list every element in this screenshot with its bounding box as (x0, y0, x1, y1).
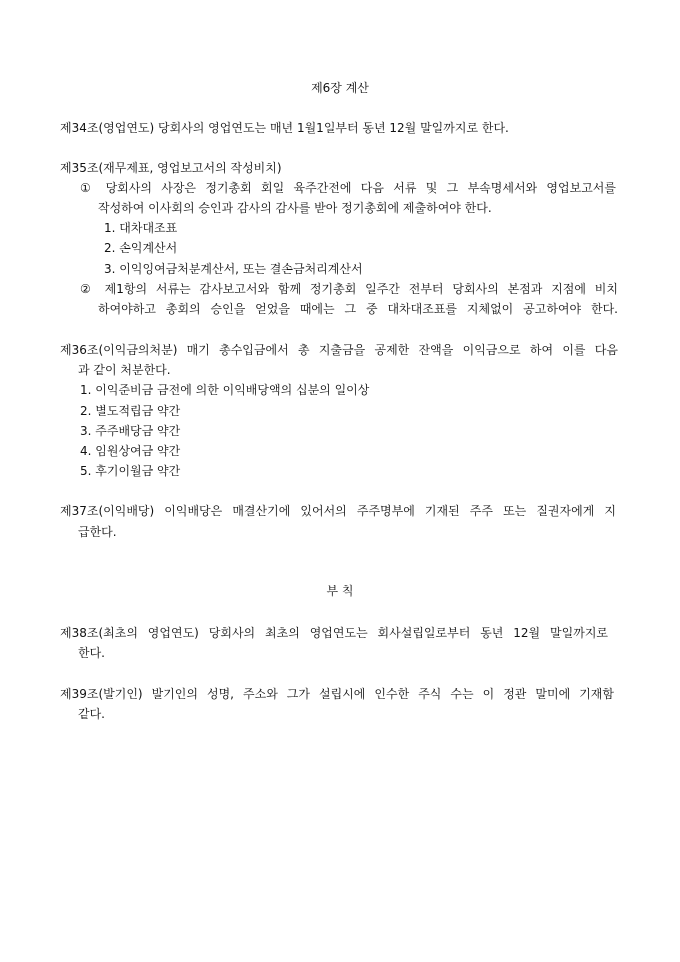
article-38-line2: 한다. (78, 646, 105, 660)
article-36-item-2: 2. 별도적립금 약간 (80, 404, 181, 418)
article-36-item-3: 3. 주주배당금 약간 (80, 424, 181, 438)
article-39-line2: 같다. (78, 707, 105, 721)
article-36-item-1: 1. 이익준비금 금전에 의한 이익배당액의 십분의 일이상 (80, 383, 370, 397)
article-36-line1: 제36조(이익금의처분) 매기 총수입금에서 총 지출금을 공제한 잔액을 이익금으로 하여 이를 다음 (60, 343, 618, 357)
article-36-item-4: 4. 임원상여금 약간 (80, 444, 181, 458)
article-35-item-3: 3. 이익잉여금처분계산서, 또는 결손금처리계산서 (104, 262, 363, 276)
article-35-para2-line2: 하여야하고 총회의 승인을 얻었을 때에는 그 중 대차대조표를 지체없이 공고하여야 한다. (98, 302, 618, 316)
article-36-item-5: 5. 후기이월금 약간 (80, 464, 181, 478)
article-35-para1-line2: 작성하여 이사회의 승인과 감사의 감사를 받아 정기총회에 제출하여야 한다. (98, 201, 492, 215)
appendix-heading: 부 칙 (326, 584, 354, 598)
article-36-line2: 과 같이 처분한다. (78, 363, 171, 377)
article-35-item-2: 2. 손익계산서 (104, 241, 178, 255)
article-35-heading: 제35조(재무제표, 영업보고서의 작성비치) (60, 161, 282, 175)
article-34: 제34조(영업연도) 당회사의 영업연도는 매년 1월1일부터 동년 12월 말일까지로 한다. (60, 121, 509, 135)
article-39-line1: 제39조(발기인) 발기인의 성명, 주소와 그가 설립시에 인수한 주식 수는 이 정관 말미에 기재함 (60, 687, 614, 701)
article-35-para1-line1: ① 당회사의 사장은 정기총회 회일 육주간전에 다음 서류 및 그 부속명세서와 영업보고서를 (80, 181, 616, 195)
article-37-line2: 급한다. (78, 525, 117, 539)
chapter-heading: 제6장 계산 (311, 81, 369, 95)
article-37-line1: 제37조(이익배당) 이익배당은 매결산기에 있어서의 주주명부에 기재된 주주 또는 질권자에게 지 (60, 504, 616, 518)
article-35-para2-line1: ② 제1항의 서류는 감사보고서와 함께 정기총회 일주간 전부터 당회사의 본점과 지점에 비치 (80, 282, 618, 296)
article-38-line1: 제38조(최초의 영업연도) 당회사의 최초의 영업연도는 회사설립일로부터 동년 12월 말일까지로 (60, 626, 608, 640)
article-35-item-1: 1. 대차대조표 (104, 221, 178, 235)
